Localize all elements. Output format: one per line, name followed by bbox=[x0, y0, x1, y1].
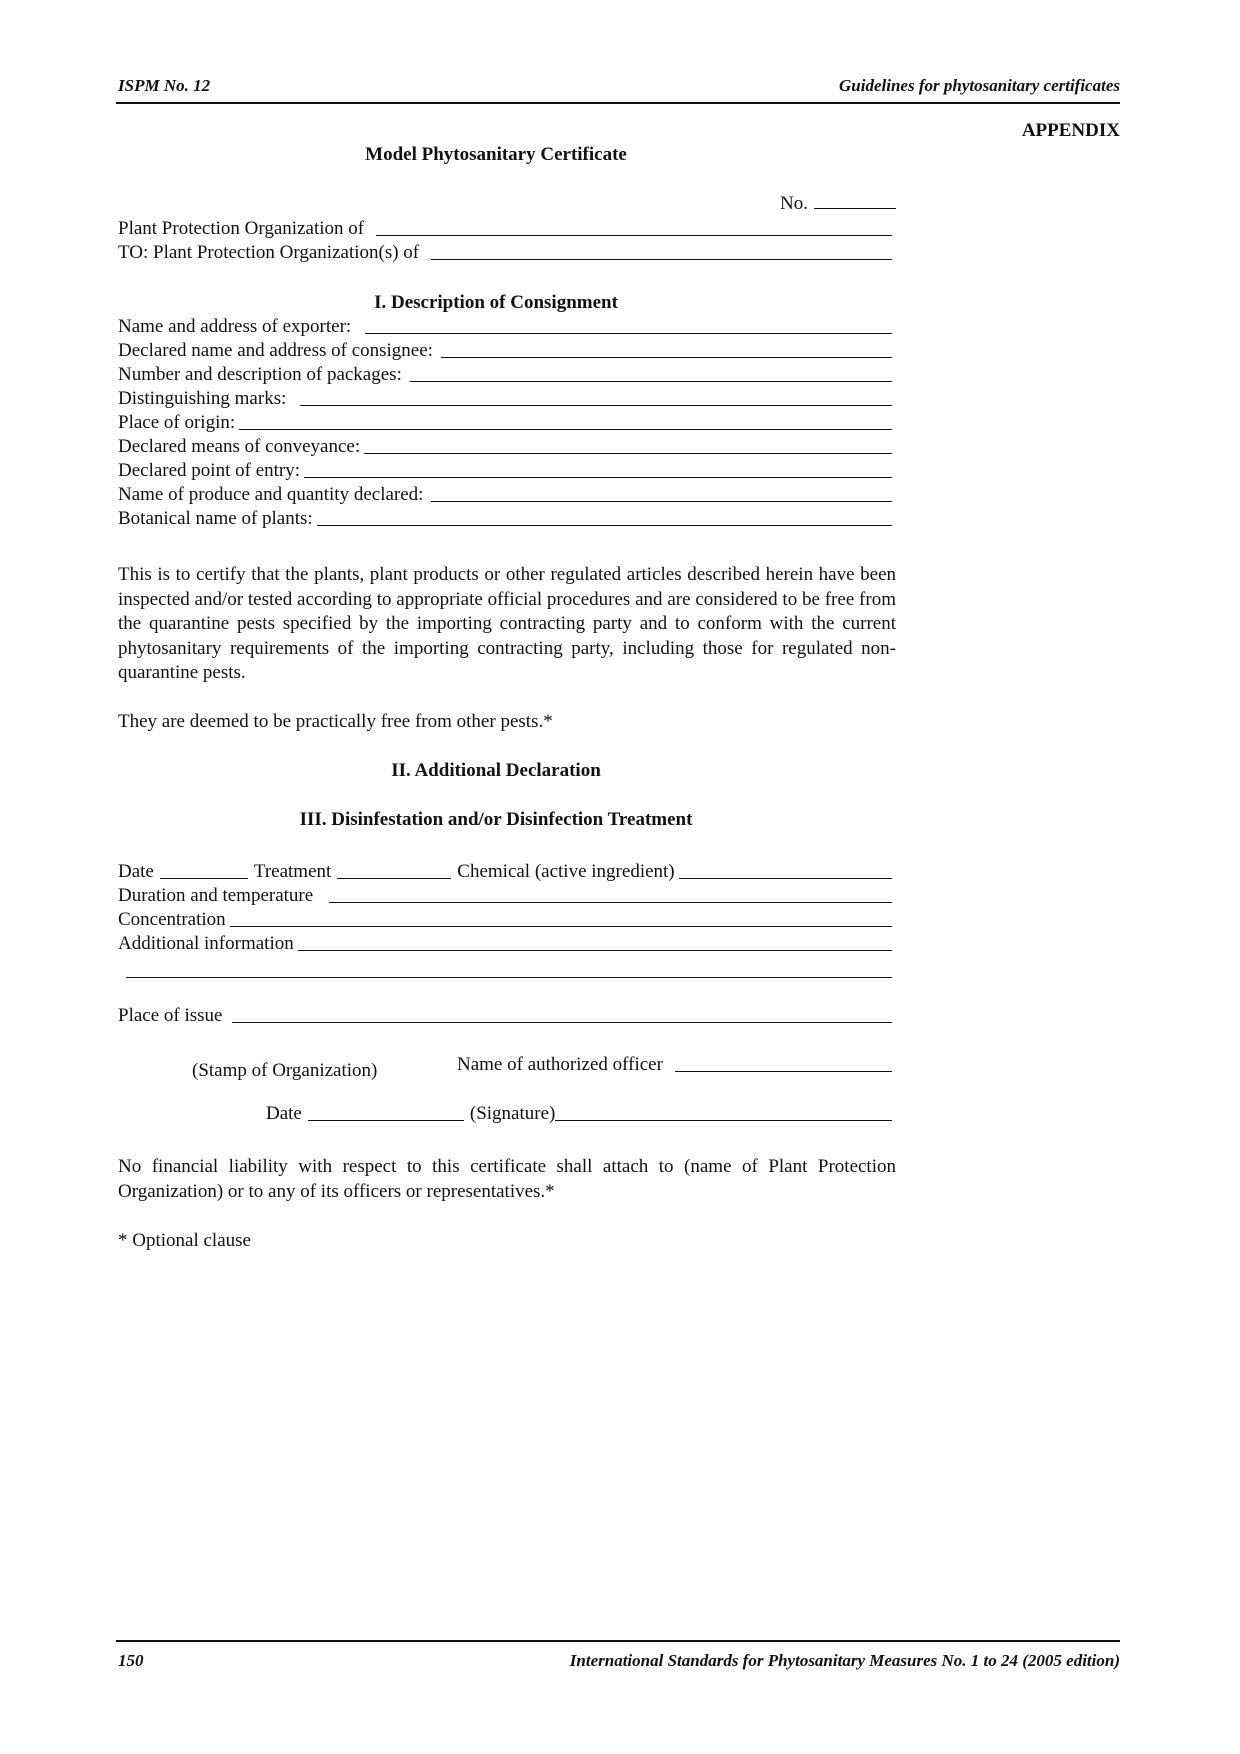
field-blank bbox=[365, 333, 892, 334]
field-blank bbox=[239, 429, 892, 430]
no-blank bbox=[814, 208, 896, 209]
additional-blank-2 bbox=[126, 977, 892, 978]
field-blank bbox=[431, 501, 892, 502]
to-ppo-blank bbox=[431, 259, 892, 260]
place-of-issue-label: Place of issue bbox=[118, 1005, 223, 1026]
field-row bbox=[118, 458, 892, 482]
chemical-blank bbox=[679, 878, 892, 879]
duration-row bbox=[118, 883, 892, 907]
no-label: No. bbox=[780, 193, 808, 214]
field-label: Name of produce and quantity declared: bbox=[118, 484, 424, 505]
header-right: Guidelines for phytosanitary certificates bbox=[839, 76, 1120, 95]
duration-label: Duration and temperature bbox=[118, 885, 314, 906]
field-row bbox=[118, 362, 892, 386]
field-row bbox=[118, 338, 892, 362]
place-of-issue-row bbox=[118, 1003, 892, 1027]
field-label: Botanical name of plants: bbox=[118, 508, 313, 529]
field-row bbox=[118, 314, 892, 338]
liability-paragraph: No financial liability with respect to this certificate shall attach to (name of Plant Protection Organization) or to any of its officers or representatives.* bbox=[118, 1156, 896, 1202]
date2-blank bbox=[308, 1120, 464, 1121]
additional-blank bbox=[298, 950, 892, 951]
additional-row bbox=[118, 931, 892, 955]
field-row bbox=[118, 410, 892, 434]
field-blank bbox=[364, 453, 892, 454]
footer-right: International Standards for Phytosanitary Measures No. 1 to 24 (2005 edition) bbox=[569, 1651, 1120, 1670]
field-label: Distinguishing marks: bbox=[118, 388, 287, 409]
date2-label: Date bbox=[266, 1103, 302, 1124]
date-label: Date bbox=[118, 861, 154, 882]
appendix-label: APPENDIX bbox=[1021, 120, 1120, 141]
field-row bbox=[118, 386, 892, 410]
treatment-blank bbox=[337, 878, 451, 879]
concentration-blank bbox=[230, 926, 892, 927]
concentration-label: Concentration bbox=[118, 909, 226, 930]
treatment-row bbox=[118, 859, 892, 883]
page-title: Model Phytosanitary Certificate bbox=[365, 144, 627, 165]
ppo-of-row bbox=[118, 216, 892, 240]
field-row bbox=[118, 506, 892, 530]
officer-blank bbox=[675, 1071, 892, 1072]
page-number: 150 bbox=[118, 1651, 144, 1670]
field-row bbox=[118, 482, 892, 506]
concentration-row bbox=[118, 907, 892, 931]
optional-clause: * Optional clause bbox=[118, 1230, 251, 1251]
to-ppo-label: TO: Plant Protection Organization(s) of bbox=[118, 242, 420, 263]
field-blank bbox=[304, 477, 892, 478]
header-rule bbox=[116, 102, 1120, 104]
officer-label: Name of authorized officer bbox=[457, 1054, 663, 1075]
ppo-of-label: Plant Protection Organization of bbox=[118, 218, 365, 239]
field-blank bbox=[410, 381, 892, 382]
chemical-label: Chemical (active ingredient) bbox=[457, 861, 675, 882]
field-label: Declared point of entry: bbox=[118, 460, 301, 481]
signature-blank bbox=[555, 1120, 892, 1121]
officer-row bbox=[457, 1052, 892, 1076]
signature-row bbox=[266, 1101, 892, 1125]
field-blank bbox=[300, 405, 892, 406]
field-label: Place of origin: bbox=[118, 412, 236, 433]
header-left: ISPM No. 12 bbox=[118, 76, 211, 95]
field-blank bbox=[317, 525, 892, 526]
field-blank bbox=[441, 357, 892, 358]
treatment-label: Treatment bbox=[253, 861, 332, 882]
signature-label: (Signature) bbox=[469, 1103, 556, 1124]
certificate-number bbox=[780, 193, 902, 215]
deemed-paragraph: They are deemed to be practically free from other pests.* bbox=[118, 711, 553, 732]
place-of-issue-blank bbox=[232, 1022, 892, 1023]
footer-rule bbox=[116, 1640, 1120, 1642]
additional-label: Additional information bbox=[118, 933, 294, 954]
duration-blank bbox=[329, 902, 892, 903]
field-row bbox=[118, 434, 892, 458]
section2-heading: II. Additional Declaration bbox=[391, 760, 601, 781]
section3-heading: III. Disinfestation and/or Disinfection Treatment bbox=[299, 809, 693, 830]
field-label: Declared means of conveyance: bbox=[118, 436, 361, 457]
date-blank bbox=[160, 878, 248, 879]
to-ppo-row bbox=[118, 240, 892, 264]
field-label: Number and description of packages: bbox=[118, 364, 402, 385]
field-label: Name and address of exporter: bbox=[118, 316, 352, 337]
field-label: Declared name and address of consignee: bbox=[118, 340, 433, 361]
section1-heading: I. Description of Consignment bbox=[374, 292, 618, 313]
ppo-of-blank bbox=[376, 235, 892, 236]
certify-paragraph: This is to certify that the plants, plant products or other regulated articles described herein have been inspected and/or tested according to appropriate official procedures and are considered to be free from the quarantine pests specified by the importing contracting party and to conform with the current phytosanitary requirements of the importing contracting party, including those for regulated non-quarantine pests. bbox=[118, 564, 896, 683]
stamp-label: (Stamp of Organization) bbox=[192, 1060, 378, 1081]
